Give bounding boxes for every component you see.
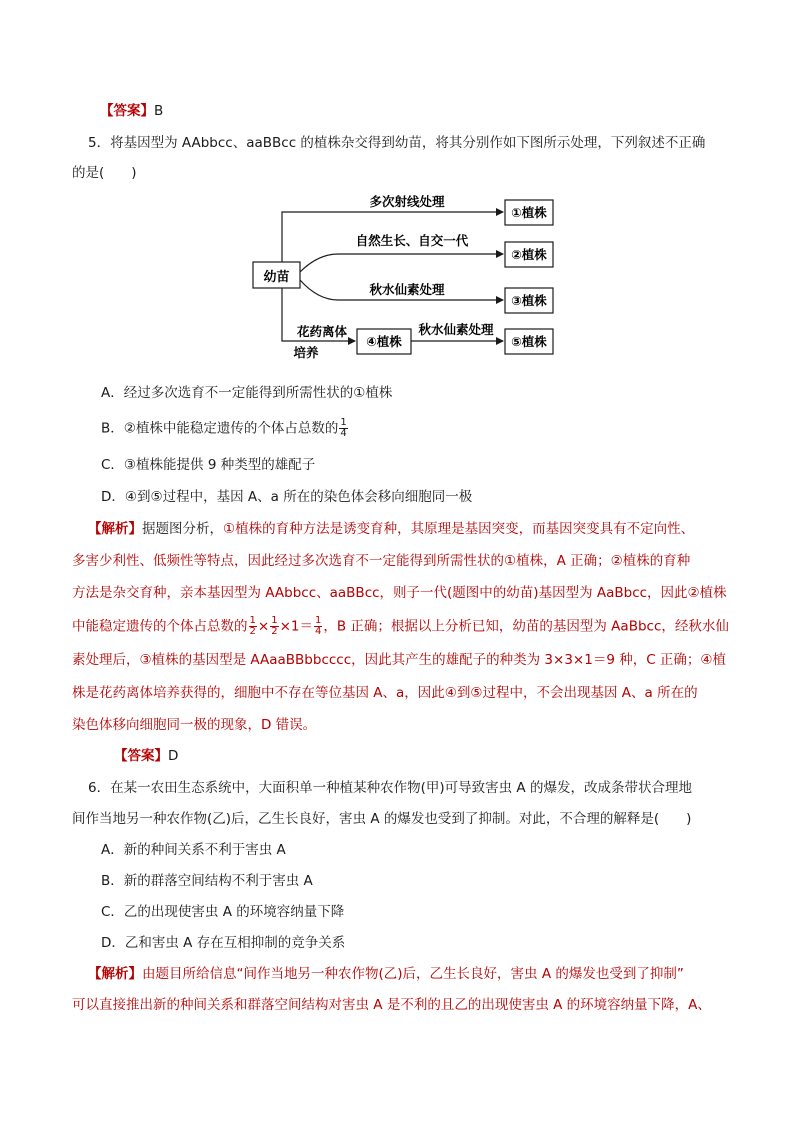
fraction-numerator: 1 <box>340 417 347 428</box>
analysis-tag: 【解析】 <box>88 521 142 537</box>
q6-option-a: A．新的种间关系不利于害虫 A <box>101 842 286 858</box>
arrow-2-label: 自然生长、自交一代 <box>355 233 469 248</box>
q6-stem-line1: 6．在某一农田生态系统中，大面积单一种植某种农作物(甲)可导致害虫 A 的爆发，改成条带状合理地 <box>88 780 692 796</box>
analysis-text: 据题图分析， <box>142 521 223 537</box>
q5-analysis-line2: 多害少利性、低频性等特点，因此经过多次选育不一定能得到所需性状的①植株，A 正确；②植株的育种 <box>72 553 691 569</box>
q5-analysis-line4 <box>72 616 729 637</box>
plant-1-label: ①植株 <box>511 205 547 220</box>
q5-analysis-line6: 株是花药离体培养获得的，细胞中不存在等位基因 A、a，因此④到⑤过程中，不会出现基因 A、a 所在的 <box>72 685 698 701</box>
q6-option-d: D．乙和害虫 A 存在互相抑制的竞争关系 <box>101 935 346 951</box>
q5-option-d: D．④到⑤过程中，基因 A、a 所在的染色体会移向细胞同一极 <box>101 489 473 505</box>
analysis-text: 中能稳定遗传的个体占总数的 <box>72 618 248 635</box>
arrow-2 <box>300 254 503 272</box>
arrow-4-label-b: 培养 <box>293 345 319 360</box>
times-sign: × <box>257 618 270 635</box>
q6-option-c: C．乙的出现使害虫 A 的环境容纳量下降 <box>101 904 345 920</box>
fraction-numerator: 1 <box>249 615 256 626</box>
fraction-denominator: 4 <box>314 626 322 637</box>
fraction-numerator: 1 <box>271 615 278 626</box>
fraction-denominator: 2 <box>249 626 256 637</box>
plant-3-label: ③植株 <box>511 293 547 308</box>
q5-analysis-line7: 染色体移向细胞同一极的现象，D 错误。 <box>72 717 317 733</box>
answer-tag: 【答案】 <box>114 748 168 764</box>
q5-stem-line2: 的是( ) <box>72 165 137 181</box>
fraction-denominator: 2 <box>271 626 278 637</box>
analysis-tag: 【解析】 <box>88 966 142 982</box>
arrow-1-label: 多次射线处理 <box>369 194 445 209</box>
times-one-equals: ×1＝ <box>279 618 313 635</box>
q5-analysis-line3: 方法是杂交育种，亲本基因型为 AAbbcc、aaBBcc，则子一代(题图中的幼苗)基因型为 AaBbcc，因此②植株 <box>72 585 727 601</box>
fraction-half-1 <box>249 616 257 637</box>
q6-option-b: B．新的群落空间结构不利于害虫 A <box>101 873 313 889</box>
q6-stem-line2: 间作当地另一种农作物(乙)后，乙生长良好，害虫 A 的爆发也受到了抑制。对此，不合理的解释是( ) <box>72 811 692 827</box>
q5-analysis-line5: 素处理后，③植株的基因型是 AAaaBBbbcccc，因此其产生的雄配子的种类为 3×3×1＝9 种，C 正确；④植 <box>72 652 727 668</box>
q5-option-b <box>101 418 349 439</box>
arrow-3-label: 秋水仙素处理 <box>369 282 445 297</box>
fraction-quarter <box>314 616 322 637</box>
plant-4-label: ④植株 <box>366 334 402 349</box>
analysis-highlight: ①植株的育种方法是诱变育种，其原理是基因突变，而基因突变具有不定向性、 <box>223 521 695 537</box>
q5-answer-line <box>114 746 178 766</box>
q5-option-b-fraction <box>339 418 347 439</box>
analysis-text: ，B 正确；根据以上分析已知，幼苗的基因型为 AaBbcc，经秋水仙 <box>323 618 729 635</box>
analysis-text: 由题目所给信息“间作当地另一种农作物(乙)后，乙生长良好，害虫 A 的爆发也受到了抑制” <box>142 966 684 982</box>
fraction-half-2 <box>270 616 278 637</box>
q6-analysis-line2: 可以直接推出新的种间关系和群落空间结构对害虫 A 是不利的且乙的出现使害虫 A 的环境容纳量下降，A、 <box>72 997 711 1013</box>
breeding-process-diagram <box>240 190 570 360</box>
answer-tag: 【答案】 <box>100 103 154 119</box>
fraction-denominator: 4 <box>340 428 347 439</box>
q5-option-c: C．③植株能提供 9 种类型的雄配子 <box>101 457 316 473</box>
q4-answer-line <box>100 101 163 121</box>
arrow-4-label-a: 花药离体 <box>296 324 348 339</box>
q5-option-b-text: B．②植株中能稳定遗传的个体占总数的 <box>101 420 339 437</box>
answer-value: D <box>168 748 179 764</box>
seedling-label: 幼苗 <box>263 270 290 285</box>
plant-5-label: ⑤植株 <box>511 334 547 349</box>
q5-option-a: A．经过多次选育不一定能得到所需性状的①植株 <box>101 385 393 401</box>
q5-stem-line1: 5．将基因型为 AAbbcc、aaBBcc 的植株杂交得到幼苗，将其分别作如下图所示处理，下列叙述不正确 <box>88 135 706 151</box>
q5-analysis-line1 <box>88 519 694 539</box>
fraction-numerator: 1 <box>314 615 322 626</box>
answer-value: B <box>154 103 164 119</box>
plant-2-label: ②植株 <box>511 247 547 262</box>
q6-analysis-line1 <box>88 964 684 984</box>
arrow-5-label: 秋水仙素处理 <box>418 322 494 337</box>
